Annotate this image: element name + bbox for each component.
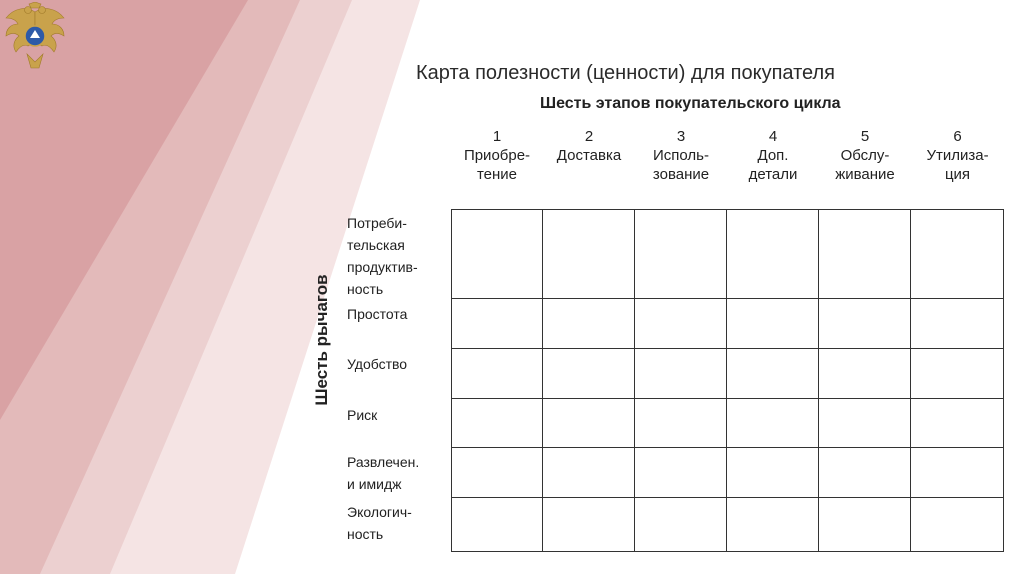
table-cell (911, 399, 1004, 448)
table-cell (819, 349, 911, 399)
column-header-5: 5 Обслу- живание (835, 128, 895, 183)
table-cell (727, 209, 819, 299)
table-cell (911, 209, 1004, 299)
table-cell (635, 498, 727, 552)
slide-title: Карта полезности (ценности) для покупателя (416, 62, 836, 84)
column-header-6: 6 Утилиза- ция (926, 128, 989, 183)
table-cell (727, 399, 819, 448)
row-label-2: Простота (347, 306, 408, 322)
column-header-1: 1 Приобре- тение (463, 128, 531, 183)
table-cell (635, 349, 727, 399)
emblem-icon (2, 2, 68, 74)
slide-subtitle: Шесть этапов покупательского цикла (540, 95, 841, 112)
column-header-3: 3 Исполь- зование (652, 128, 710, 183)
column-header-2: 2 Доставка (556, 128, 622, 164)
row-label-5: Развлечен. и имидж (347, 454, 420, 492)
table-cell (543, 349, 635, 399)
row-label-4: Риск (347, 407, 378, 423)
row-label-6: Экологич- ность (347, 504, 412, 542)
table-cell (727, 349, 819, 399)
table-cell (819, 299, 911, 349)
table-cell (451, 498, 543, 552)
table-cell (543, 498, 635, 552)
column-header-4: 4 Доп. детали (748, 128, 798, 183)
table-cell (635, 448, 727, 498)
table-cell (819, 209, 911, 299)
table-cell (635, 299, 727, 349)
table-cell (451, 349, 543, 399)
table-cell (543, 299, 635, 349)
table-cell (635, 209, 727, 299)
table-cell (543, 448, 635, 498)
table-cell (911, 349, 1004, 399)
table-cell (451, 209, 543, 299)
table-cell (727, 498, 819, 552)
table-cell (543, 399, 635, 448)
table-cell (911, 299, 1004, 349)
utility-map-grid (451, 209, 1004, 552)
table-cell (911, 498, 1004, 552)
table-cell (819, 448, 911, 498)
table-cell (819, 498, 911, 552)
table-cell (451, 399, 543, 448)
levers-axis-label: Шесть рычагов (312, 274, 331, 406)
row-label-1: Потреби- тельская продуктив- ность (347, 215, 418, 297)
table-cell (451, 448, 543, 498)
table-cell (819, 399, 911, 448)
table-cell (911, 448, 1004, 498)
table-cell (635, 399, 727, 448)
table-cell (727, 299, 819, 349)
table-cell (543, 209, 635, 299)
row-label-3: Удобство (347, 356, 408, 372)
table-cell (451, 299, 543, 349)
table-cell (727, 448, 819, 498)
